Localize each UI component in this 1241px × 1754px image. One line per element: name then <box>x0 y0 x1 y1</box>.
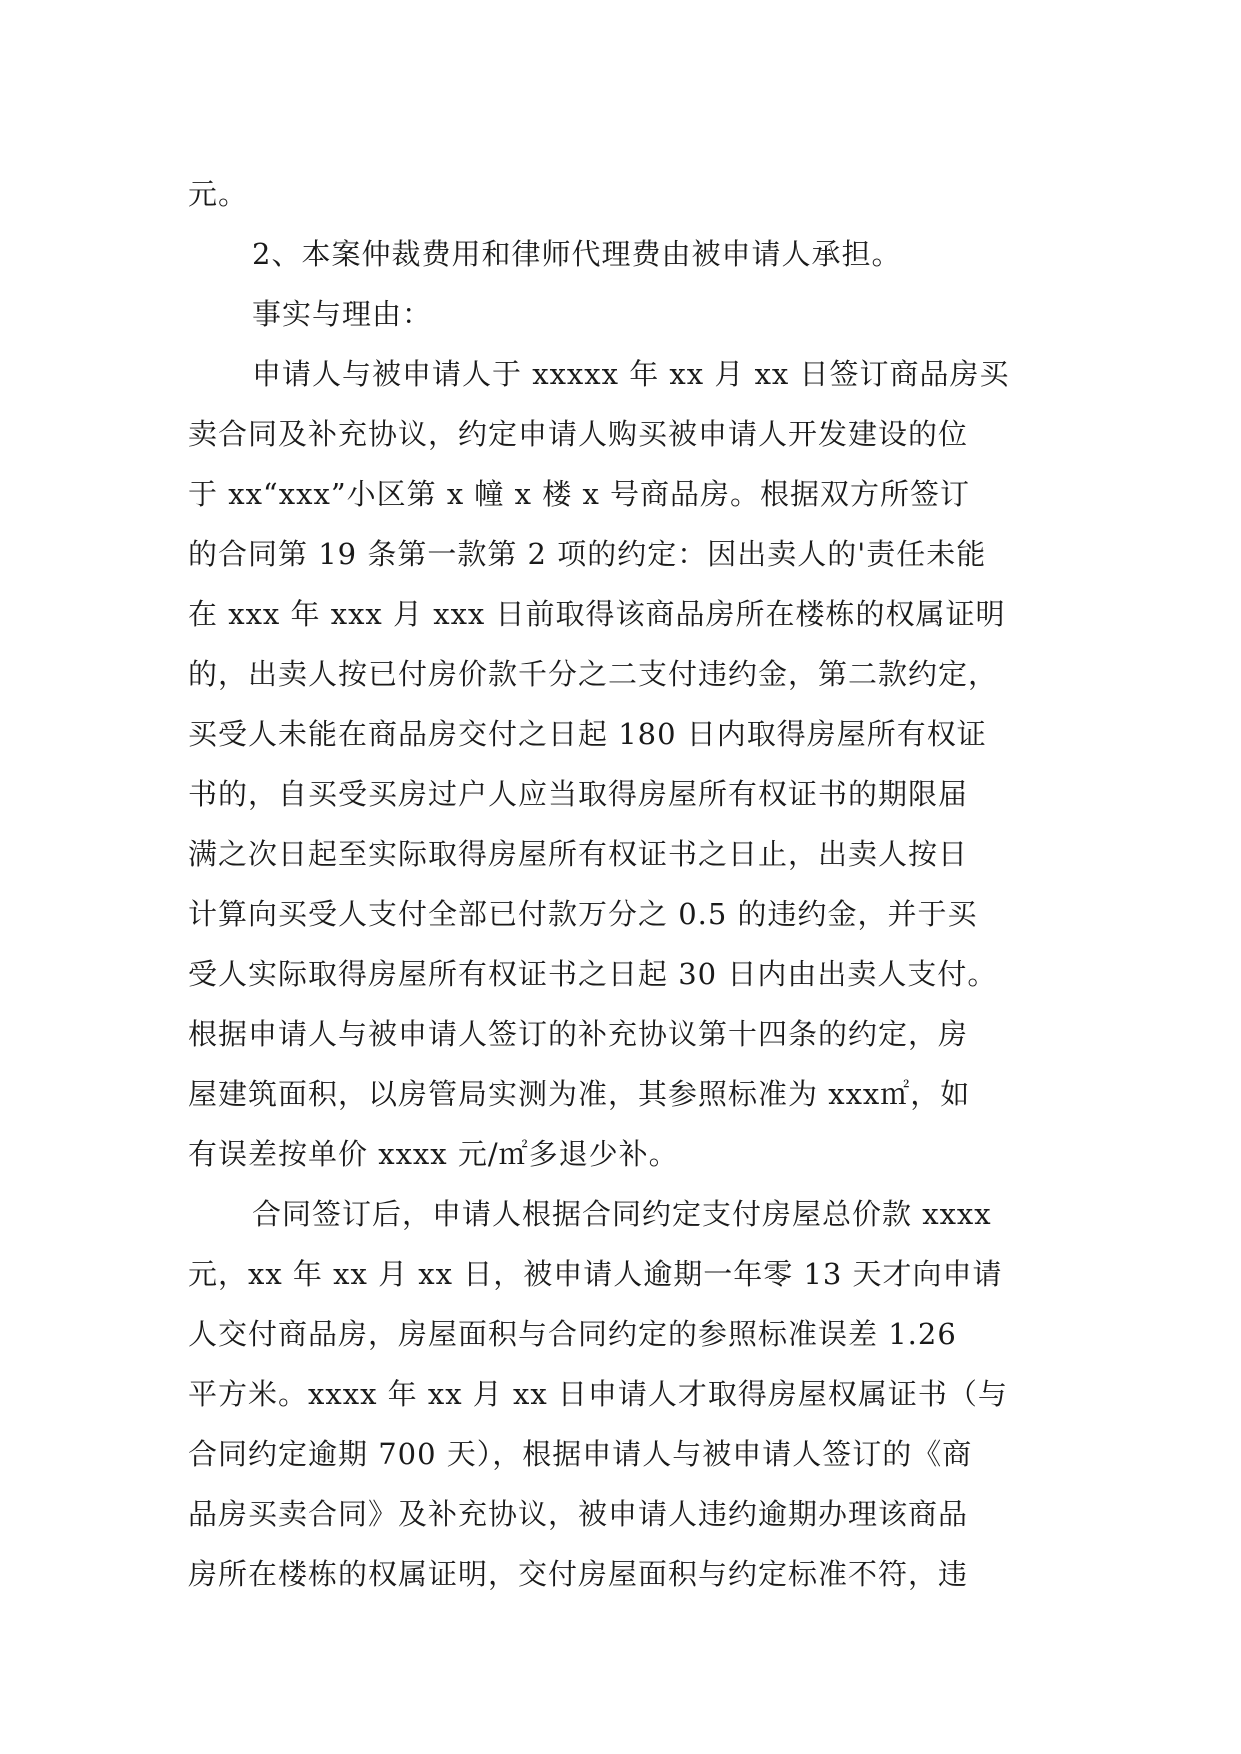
text-line: 受人实际取得房屋所有权证书之日起 30 日内由出卖人支付。 <box>188 957 998 991</box>
document-body <box>188 164 1054 1604</box>
text-line: 平方米。xxxx 年 xx 月 xx 日申请人才取得房屋权属证书（与 <box>188 1377 1008 1411</box>
text-line: 元。 <box>188 177 249 211</box>
text-line: 根据申请人与被申请人签订的补充协议第十四条的约定，房 <box>188 1017 969 1051</box>
text-line: 买受人未能在商品房交付之日起 180 日内取得房屋所有权证 <box>188 717 987 751</box>
text-line: 于 xx“xxx”小区第 x 幢 x 楼 x 号商品房。根据双方所签订 <box>188 477 971 511</box>
text-line: 的合同第 19 条第一款第 2 项的约定：因出卖人的'责任未能 <box>188 537 987 571</box>
text-line: 的，出卖人按已付房价款千分之二支付违约金，第二款约定， <box>188 657 999 691</box>
text-line: 屋建筑面积，以房管局实测为准，其参照标准为 xxx㎡，如 <box>188 1077 971 1111</box>
text-line: 在 xxx 年 xxx 月 xxx 日前取得该商品房所在楼栋的权属证明 <box>188 597 1006 631</box>
text-line: 满之次日起至实际取得房屋所有权证书之日止，出卖人按日 <box>188 837 969 871</box>
text-line: 合同约定逾期 700 天），根据申请人与被申请人签订的《商 <box>188 1437 973 1471</box>
text-line: 房所在楼栋的权属证明，交付房屋面积与约定标准不符，违 <box>188 1557 969 1591</box>
text-line: 2、本案仲裁费用和律师代理费由被申请人承担。 <box>252 237 902 271</box>
section-heading: 事实与理由： <box>252 297 433 331</box>
text-line: 有误差按单价 xxxx 元/㎡多退少补。 <box>188 1137 679 1171</box>
text-line: 计算向买受人支付全部已付款万分之 0.5 的违约金，并于买 <box>188 897 978 931</box>
text-line: 元，xx 年 xx 月 xx 日，被申请人逾期一年零 13 天才向申请 <box>188 1257 1003 1291</box>
text-line: 书的，自买受买房过户人应当取得房屋所有权证书的期限届 <box>188 777 969 811</box>
text-line: 申请人与被申请人于 xxxxx 年 xx 月 xx 日签订商品房买 <box>252 357 1010 391</box>
text-line: 人交付商品房，房屋面积与合同约定的参照标准误差 1.26 <box>188 1317 957 1351</box>
text-line: 卖合同及补充协议，约定申请人购买被申请人开发建设的位 <box>188 417 969 451</box>
text-line: 合同签订后，申请人根据合同约定支付房屋总价款 xxxx <box>252 1197 992 1231</box>
text-line: 品房买卖合同》及补充协议，被申请人违约逾期办理该商品 <box>188 1497 969 1531</box>
